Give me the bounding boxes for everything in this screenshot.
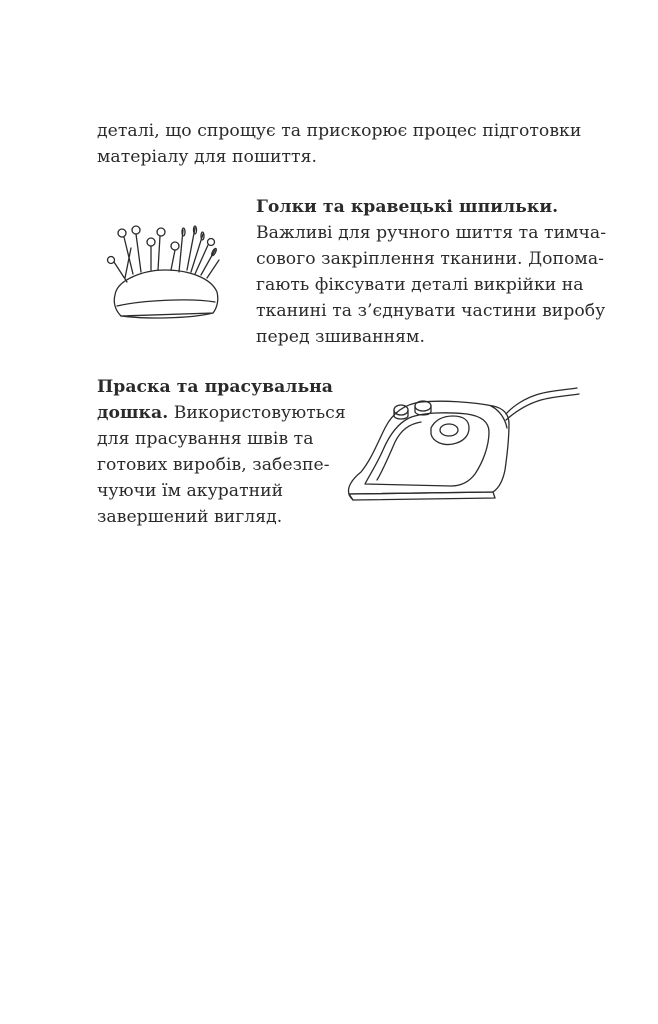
iron-line-6: завершений вигляд. — [97, 507, 283, 527]
iron-line-2 — [97, 401, 346, 425]
iron-title-line-2: дошка. — [97, 403, 169, 423]
needles-line-5: перед зшиванням. — [256, 327, 425, 347]
pincushion-icon — [103, 220, 233, 330]
iron-line-3: для прасування швів та — [97, 429, 314, 449]
needles-line-3: гають фіксувати деталі викрійки на — [256, 275, 584, 295]
iron-title-line-1: Праска та прасувальна — [97, 377, 333, 397]
intro-line-2: матеріалу для пошиття. — [97, 147, 318, 167]
needles-line-1: Важливі для ручного шиття та тимча- — [256, 223, 607, 243]
iron-line-5: чуючи їм акуратний — [97, 481, 284, 501]
needles-title: Голки та кравецькі шпильки. — [256, 197, 559, 217]
intro-line-1: деталі, що спрощує та прискорює процес підготовки — [97, 121, 582, 141]
iron-icon — [343, 384, 583, 514]
needles-line-2: сового закріплення тканини. Допома- — [256, 249, 604, 269]
iron-line-2-rest: Використовуються — [168, 403, 346, 423]
iron-line-4: готових виробів, забезпе- — [97, 455, 330, 475]
needles-line-4: тканині та з’єднувати частини виробу — [256, 301, 606, 321]
